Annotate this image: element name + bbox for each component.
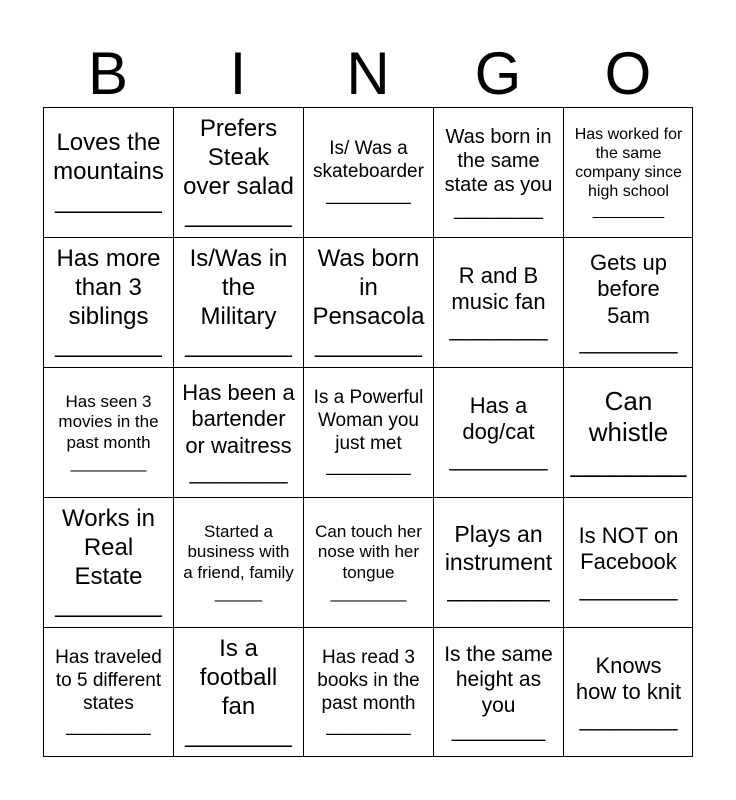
- bingo-cell[interactable]: Has seen 3 movies in the past month ________: [43, 367, 173, 497]
- bingo-cell[interactable]: Loves the mountains ________: [43, 107, 173, 237]
- bingo-cell[interactable]: Is the same height as you ________: [433, 627, 563, 757]
- bingo-cell[interactable]: Was born in the same state as you ________: [433, 107, 563, 237]
- bingo-cell[interactable]: Has traveled to 5 different states ________: [43, 627, 173, 757]
- header-letter-g: G: [474, 40, 522, 107]
- bingo-cell[interactable]: Has more than 3 siblings ________: [43, 237, 173, 367]
- bingo-cell[interactable]: Plays an instrument ________: [433, 497, 563, 627]
- bingo-cell[interactable]: R and B music fan ________: [433, 237, 563, 367]
- bingo-header: [43, 40, 693, 108]
- bingo-cell[interactable]: Was born in Pensacola ________: [303, 237, 433, 367]
- bingo-cell[interactable]: Has worked for the same company since high school ________: [563, 107, 693, 237]
- bingo-cell[interactable]: Is a football fan ________: [173, 627, 303, 757]
- bingo-cell[interactable]: Can touch her nose with her tongue ________: [303, 497, 433, 627]
- header-letter-n: N: [346, 40, 390, 107]
- bingo-cell[interactable]: Is a Powerful Woman you just met ________: [303, 367, 433, 497]
- bingo-cell[interactable]: Can whistle ________: [563, 367, 693, 497]
- bingo-cell[interactable]: Has read 3 books in the past month ________: [303, 627, 433, 757]
- bingo-cell[interactable]: Works in Real Estate ________: [43, 497, 173, 627]
- bingo-cell[interactable]: Prefers Steak over salad ________: [173, 107, 303, 237]
- header-letter-i: I: [229, 40, 247, 107]
- bingo-cell[interactable]: Started a business with a friend, family _____: [173, 497, 303, 627]
- header-letter-b: B: [87, 40, 129, 107]
- bingo-cell[interactable]: Is/ Was a skateboarder ________: [303, 107, 433, 237]
- bingo-cell[interactable]: Gets up before 5am ________: [563, 237, 693, 367]
- bingo-cell[interactable]: Is NOT on Facebook ________: [563, 497, 693, 627]
- bingo-cell[interactable]: Is/Was in the Military ________: [173, 237, 303, 367]
- header-letter-o: O: [604, 40, 652, 107]
- bingo-cell[interactable]: Has been a bartender or waitress ________: [173, 367, 303, 497]
- bingo-cell[interactable]: Has a dog/cat ________: [433, 367, 563, 497]
- bingo-cell[interactable]: Knows how to knit ________: [563, 627, 693, 757]
- bingo-board: [43, 107, 693, 757]
